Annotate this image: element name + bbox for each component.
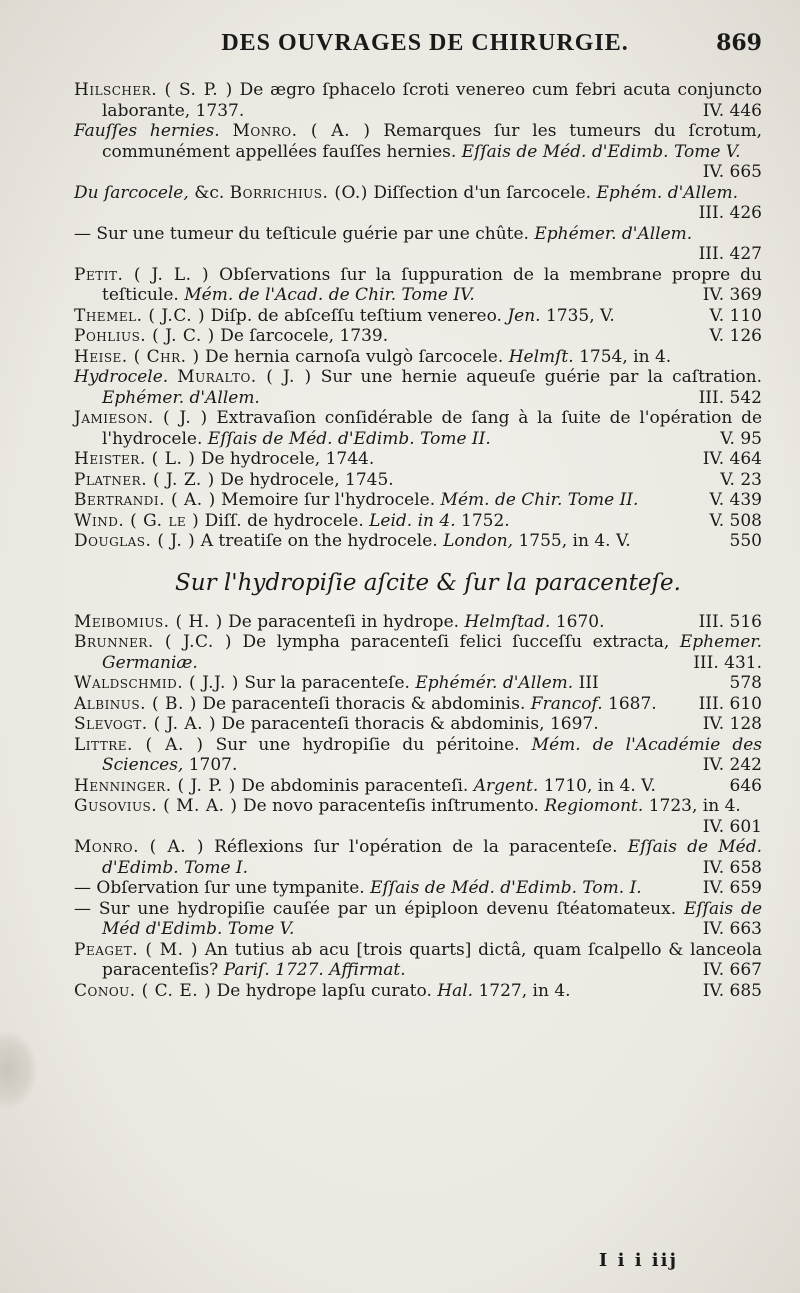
entry-reference: III. 426	[698, 203, 762, 223]
bibliography-entry	[74, 714, 762, 735]
entry-reference: III. 431.	[693, 652, 762, 673]
entries-top	[74, 80, 762, 552]
entry-imprint: 1710, in 4. V.	[543, 775, 656, 796]
entry-reference: III. 610	[698, 693, 762, 714]
entry-reference: IV. 667	[702, 960, 762, 980]
entry-reference: IV. 369	[702, 285, 762, 305]
entry-reference: V. 95	[720, 428, 762, 449]
entry-author: Pohlius. ( J. C. )	[74, 326, 215, 346]
bibliography-entry	[74, 490, 762, 511]
entry-author: Albinus. ( B. )	[74, 693, 197, 714]
entry-source: Pariſ. 1727. Affirmat.	[223, 960, 406, 980]
entry-author: Bertrandi. ( A. )	[74, 490, 216, 510]
entry-source: Eſſais de Méd. d'Edimb. Tome I.	[102, 837, 763, 878]
entry-author: Monro. ( A. )	[74, 837, 204, 857]
entry-author: Jamieson. ( J. )	[74, 408, 208, 428]
entry-author: Heise. ( Chr. )	[74, 346, 200, 367]
entry-source: Eſſais de Méd d'Edimb. Tome V.	[102, 898, 763, 939]
bibliography-entry	[74, 899, 762, 940]
entry-imprint: 1735, V.	[545, 305, 615, 326]
bibliography-entry	[74, 837, 762, 878]
entry-source: London,	[443, 531, 514, 551]
bibliography-entry	[74, 940, 762, 981]
entry-text: De paracenteſi in hydrope.	[228, 611, 460, 632]
entry-reference: 550	[729, 531, 762, 551]
bibliography-entry	[74, 265, 762, 306]
entry-reference: IV. 601	[702, 816, 762, 837]
entry-source: Ephémer. d'Allem.	[534, 223, 693, 244]
entry-author: Douglas. ( J. )	[74, 531, 196, 551]
entry-text: De paracenteſi thoracis & abdominis, 1697.	[221, 714, 599, 734]
entry-source: Eſſais de Méd. d'Edimb. Tome V.	[461, 141, 741, 162]
bibliography-entry	[74, 183, 762, 224]
bibliography-entry	[74, 470, 762, 491]
entry-source: Leid. in 4.	[369, 510, 456, 531]
entry-imprint: 1723, in 4.	[648, 796, 741, 816]
entry-author: Conou. ( C. E. )	[74, 980, 212, 1001]
page-stain	[0, 1030, 38, 1110]
entry-author: Borrichius. (O.)	[229, 182, 368, 203]
entry-text: Sur une hernie aqueuſe guérie par la caſtration.	[320, 367, 763, 387]
entry-author: Petit. ( J. L. )	[74, 264, 210, 285]
bibliography-entry	[74, 367, 762, 408]
entry-reference: IV. 665	[702, 162, 762, 182]
bibliography-entry	[74, 735, 762, 776]
entry-reference: IV. 659	[702, 878, 762, 898]
entry-prefix: —	[74, 878, 91, 898]
entry-source: Jen.	[507, 305, 541, 326]
entry-source: Eſſais de Méd. d'Edimb. Tom. I.	[370, 878, 642, 898]
entry-reference: V. 23	[720, 469, 762, 490]
entry-author: Monro. ( A. )	[232, 121, 371, 141]
entry-author: Peaget. ( M. )	[74, 939, 198, 960]
entry-text: De hernia carnoſa vulgò ſarcocele.	[205, 346, 504, 367]
entry-reference: III. 542	[698, 387, 762, 408]
entry-source: Ephémer. d'Allem.	[102, 387, 260, 408]
entry-reference: 646	[729, 775, 762, 796]
entry-topic: Du ſarcocele,	[74, 182, 189, 203]
entry-source: Eſſais de Méd. d'Edimb. Tome II.	[207, 428, 491, 449]
entry-reference: V. 110	[709, 305, 762, 326]
entry-prefix: &c.	[194, 182, 225, 203]
entry-text: De hydrocele, 1744.	[200, 449, 375, 469]
entry-source: Mém. de l'Académie des Sciences,	[102, 734, 762, 775]
entry-text: Sur une tumeur du teſticule guérie par une chûte.	[96, 223, 529, 244]
page-number: 869	[716, 30, 762, 56]
entry-text: Obſervation ſur une tympanite.	[96, 878, 365, 898]
entry-reference: IV. 464	[702, 449, 762, 469]
entry-imprint: 1755, in 4. V.	[518, 531, 631, 551]
entry-imprint: 1727, in 4.	[478, 980, 571, 1001]
entry-source: Regiomont.	[544, 796, 644, 816]
entry-imprint: 1687.	[608, 693, 657, 714]
entry-source: Mém. de l'Acad. de Chir. Tome IV.	[184, 285, 475, 305]
bibliography-entry	[74, 511, 762, 532]
bibliography-entry	[74, 224, 762, 265]
entries-bottom	[74, 612, 762, 1002]
entry-author: Meibomius. ( H. )	[74, 611, 223, 632]
entry-text: De paracenteſi thoracis & abdominis.	[202, 693, 526, 714]
entry-author: Brunner. ( J.C. )	[74, 632, 232, 652]
bibliography-entry	[74, 796, 762, 837]
entry-text: Sur une hydropiſie cauſée par un épiploon devenu ſtéatomateux.	[98, 898, 677, 919]
entry-reference: V. 439	[709, 490, 762, 510]
entry-prefix: —	[74, 223, 91, 244]
entry-text: De ſarcocele, 1739.	[220, 326, 389, 346]
entry-text: De lympha paracenteſi felici ſucceſſu extracta,	[242, 632, 670, 652]
entry-text: Réflexions ſur l'opération de la paracenteſe.	[214, 837, 618, 857]
entry-reference: III. 427	[698, 244, 762, 264]
entry-reference: IV. 663	[702, 919, 762, 939]
entry-reference: IV. 685	[702, 980, 762, 1001]
entry-text: De hydrocele, 1745.	[220, 469, 394, 490]
entry-reference: IV. 446	[702, 100, 762, 121]
entry-reference: III. 516	[698, 611, 762, 632]
entry-prefix: —	[74, 898, 91, 919]
entry-imprint: 1670.	[555, 611, 605, 632]
bibliography-entry	[74, 531, 762, 552]
entry-source: Mém. de Chir. Tome II.	[440, 490, 639, 510]
bibliography-entry	[74, 673, 762, 694]
entry-imprint: III	[578, 673, 599, 693]
bibliography-entry	[74, 612, 762, 633]
entry-author: Hilscher. ( S. P. )	[74, 80, 233, 100]
entry-reference: V. 126	[709, 326, 762, 346]
entry-text: Diſp. de abſceſſu teſtium venereo.	[210, 305, 502, 326]
entry-imprint: 1752.	[461, 510, 510, 531]
bibliography-entry	[74, 80, 762, 121]
entry-reference: 578	[729, 673, 762, 693]
entry-author: Slevogt. ( J. A. )	[74, 714, 217, 734]
bibliography-entry	[74, 347, 762, 368]
entry-imprint: 1754, in 4.	[579, 346, 672, 367]
entry-author: Littre. ( A. )	[74, 734, 204, 755]
entry-topic: Fauſſes hernies.	[74, 121, 220, 141]
signature-mark: I i i iij	[598, 1250, 678, 1271]
running-header	[74, 30, 762, 80]
page-title: DES OUVRAGES DE CHIRURGIE.	[221, 30, 629, 56]
entry-text: De abdominis paracenteſi.	[241, 775, 469, 796]
entry-text: De ægro ſphacelo ſcroti venereo cum febri acuta conjuncto laborante, 1737.	[102, 80, 763, 121]
entry-source: Argent.	[473, 775, 539, 796]
entry-text: Memoire ſur l'hydrocele.	[221, 490, 436, 510]
entry-author: Gusovius. ( M. A. )	[74, 796, 238, 816]
bibliography-entry	[74, 776, 762, 797]
entry-reference: V. 508	[709, 510, 762, 531]
bibliography-entry	[74, 449, 762, 470]
bibliography-entry	[74, 408, 762, 449]
entry-source: Francof.	[530, 693, 603, 714]
entry-text: A treatiſe on the hydrocele.	[200, 531, 438, 551]
entry-source: Ephémér. d'Allem.	[415, 673, 574, 693]
entry-text: De hydrope lapſu curato.	[216, 980, 432, 1001]
entry-text: Sur la paracenteſe.	[244, 673, 410, 693]
entry-text: Diſſection d'un ſarcocele.	[373, 182, 592, 203]
bibliography-entry	[74, 878, 762, 899]
entry-text: De novo paracenteſis inſtrumento.	[242, 796, 539, 816]
bibliography-entry	[74, 326, 762, 347]
entry-author: Wind. ( G. le )	[74, 510, 200, 531]
entry-text: Extravaſion conſidérable de ſang à la ſuite de l'opération de l'hydrocele.	[102, 408, 763, 449]
entry-reference: IV. 242	[702, 755, 762, 775]
entry-text: An tutius ab acu [trois quarts] dictâ, quam ſcalpello & lanceola paracenteſis?	[102, 939, 762, 980]
entry-text: Diſſ. de hydrocele.	[204, 510, 364, 531]
entry-source: Ephemer. Germaniæ.	[102, 632, 762, 673]
bibliography-entry	[74, 981, 762, 1002]
entry-source: Hal.	[437, 980, 474, 1001]
entry-author: Themel. ( J.C. )	[74, 305, 206, 326]
entry-topic: Hydrocele.	[74, 367, 169, 387]
entry-source: Ephém. d'Allem.	[596, 182, 739, 203]
section-heading: Sur l'hydropiſie aſcite & ſur la paracenteſe.	[175, 569, 681, 596]
entry-text: Remarques ſur les tumeurs du ſcrotum, communément appellées fauſſes hernies.	[102, 121, 763, 162]
bibliography-entry	[74, 632, 762, 673]
entry-text: Obſervations ſur la ſuppuration de la membrane propre du teſticule.	[102, 264, 763, 305]
entry-author: Platner. ( J. Z. )	[74, 469, 215, 490]
bibliography-entry	[74, 306, 762, 327]
bibliography-entry	[74, 121, 762, 183]
entry-author: Heister. ( L. )	[74, 449, 196, 469]
entry-author: Henninger. ( J. P. )	[74, 775, 236, 796]
entry-reference: IV. 128	[702, 714, 762, 734]
entry-author: Muralto. ( J. )	[177, 367, 312, 387]
entry-source: Helmſt.	[508, 346, 574, 367]
entry-imprint: 1707.	[188, 755, 238, 775]
entry-source: Helmſtad.	[464, 611, 551, 632]
entry-reference: IV. 658	[702, 857, 762, 878]
entry-author: Waldschmid. ( J.J. )	[74, 673, 239, 693]
bibliography-entry	[74, 694, 762, 715]
entry-text: Sur une hydropiſie du péritoine.	[215, 734, 520, 755]
